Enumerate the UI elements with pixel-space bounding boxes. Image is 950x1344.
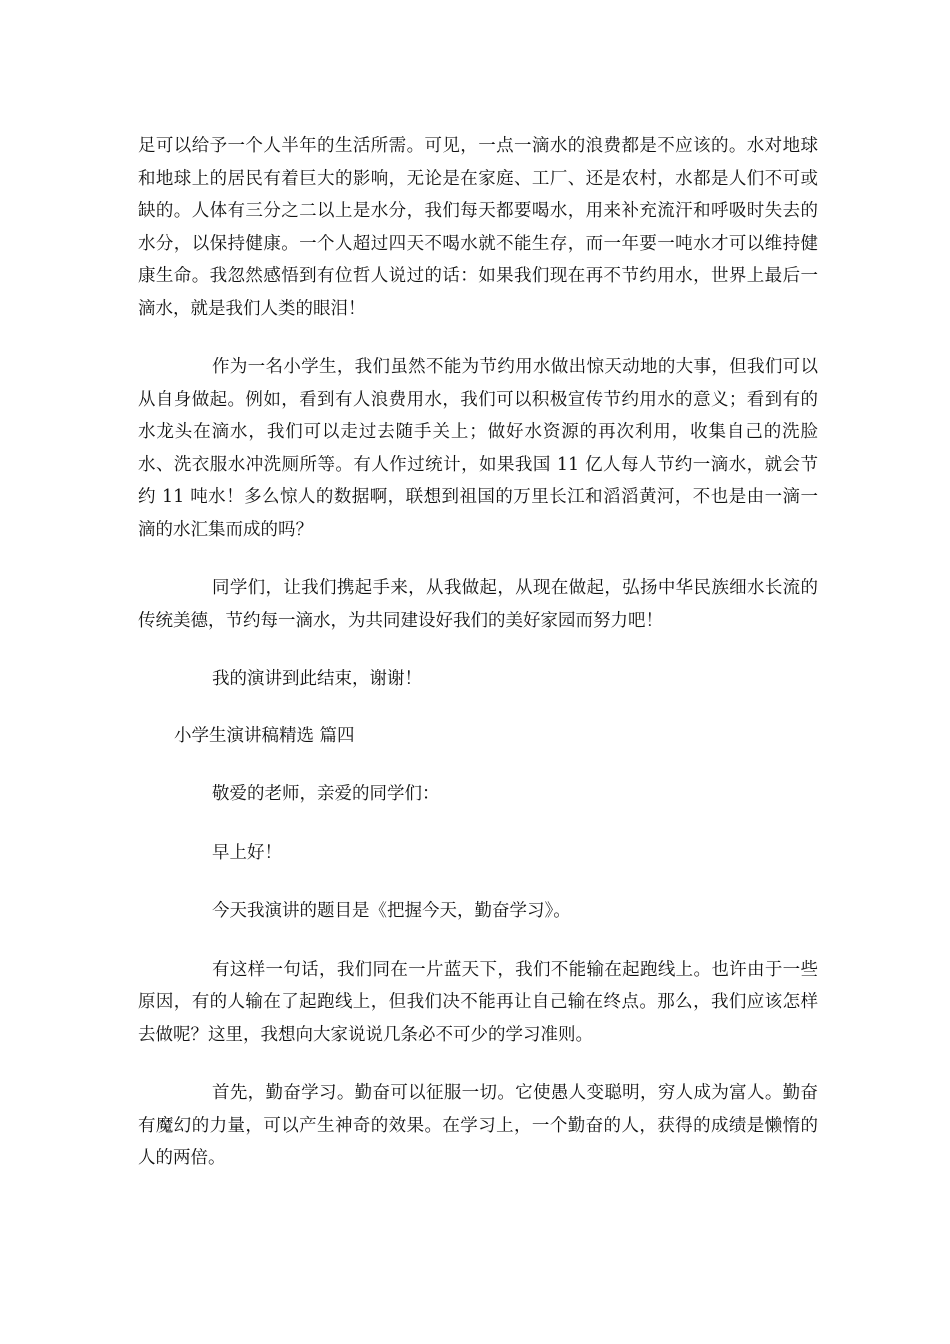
- paragraph-closing: 我的演讲到此结束，谢谢！: [212, 669, 422, 689]
- paragraph-student-actions: 作为一名小学生，我们虽然不能为节约用水做出惊天动地的大事，但我们可以从自身做起。例如，看到有人浪费用水，我们可以积极宣传节约用水的意义；看到有的水龙头在滴水，我们可以走过去随手关上；做好水资源的再次利用，收集自己的洗脸水、洗衣服水冲洗厕所等。有人作过统计，如果我国 11 亿人每人节约一滴水，就会节约 11 吨水！多么惊人的数据啊，联想到祖国的万里长江和滔滔黄河，不也是由一滴一滴的水汇集而成的吗？: [138, 357, 818, 540]
- document-page: [138, 130, 818, 1175]
- paragraph-starting-line: 有这样一句话，我们同在一片蓝天下，我们不能输在起跑线上。也许由于一些原因，有的人输在了起跑线上，但我们决不能再让自己输在终点。那么，我们应该怎样去做呢？这里，我想向大家说说几条必不可少的学习准则。: [138, 959, 818, 1045]
- paragraph-call-to-action: 同学们，让我们携起手来，从我做起，从现在做起，弘扬中华民族细水长流的传统美德，节约每一滴水，为共同建设好我们的美好家园而努力吧！: [138, 578, 818, 631]
- section-heading: 小学生演讲稿精选 篇四: [174, 725, 355, 746]
- paragraph-water-importance: 足可以给予一个人半年的生活所需。可见，一点一滴水的浪费都是不应该的。水对地球和地球上的居民有着巨大的影响，无论是在家庭、工厂、还是农村，水都是人们不可或缺的。人体有三分之二以上是水分，我们每天都要喝水，用来补充流汗和呼吸时失去的水分，以保持健康。一个人超过四天不喝水就不能生存，而一年要一吨水才可以维持健康生命。我忽然感悟到有位哲人说过的话：如果我们现在再不节约用水，世界上最后一滴水，就是我们人类的眼泪！: [138, 136, 818, 319]
- paragraph-diligence: 首先，勤奋学习。勤奋可以征服一切。它使愚人变聪明，穷人成为富人。勤奋有魔幻的力量，可以产生神奇的效果。在学习上，一个勤奋的人，获得的成绩是懒惰的人的两倍。: [138, 1083, 818, 1168]
- paragraph-salutation: 敬爱的老师，亲爱的同学们：: [212, 784, 440, 804]
- paragraph-speech-title: 今天我演讲的题目是《把握今天，勤奋学习》。: [212, 901, 571, 921]
- paragraph-greeting: 早上好！: [212, 842, 282, 863]
